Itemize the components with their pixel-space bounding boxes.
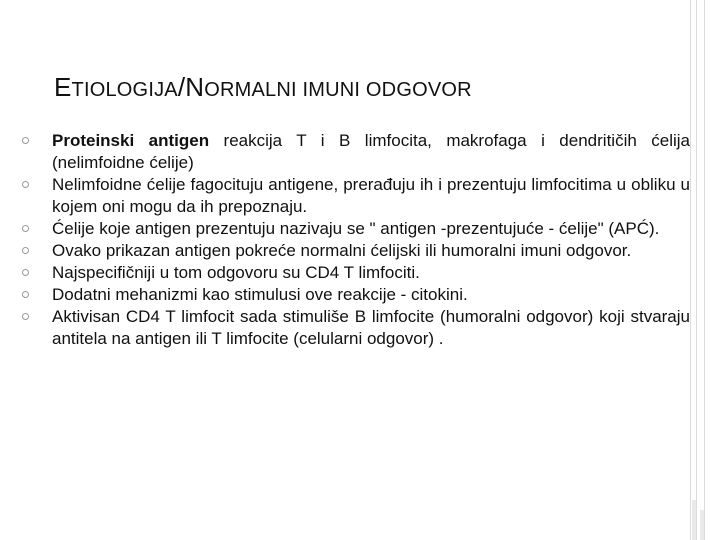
decor-bar xyxy=(692,500,696,540)
bullet-item xyxy=(38,130,690,174)
bullet-item xyxy=(38,240,690,262)
decor-line xyxy=(704,0,705,540)
bullet-text: Aktivisan CD4 T limfocit sada stimuliše B limfocite (humoralni odgovor) koji stvaraju antitela na antigen ili T limfocite (celularni odgovor) . xyxy=(52,307,690,348)
decor-line xyxy=(696,0,697,540)
bullet-text: Ovako prikazan antigen pokreće normalni ćelijski ili humoralni imuni odgovor. xyxy=(52,241,632,260)
title-capital: N xyxy=(185,72,205,102)
bullet-circle-icon xyxy=(22,291,29,298)
bullet-list xyxy=(38,130,690,350)
decor-bar xyxy=(700,510,704,540)
slide-title xyxy=(54,72,472,103)
bullet-item xyxy=(38,218,690,240)
bullet-text: reakcija T i B limfocita, makrofaga i dendritičih ćelija (nelimfoidne ćelije) xyxy=(52,131,690,172)
title-separator: / xyxy=(177,72,186,102)
bullet-text: Dodatni mehanizmi kao stimulusi ove reakcije - citokini. xyxy=(52,285,468,304)
bullet-circle-icon xyxy=(22,269,29,276)
bullet-text: Najspecifičniji u tom odgovoru su CD4 T limfociti. xyxy=(52,263,420,282)
bullet-item xyxy=(38,284,690,306)
title-text: TIOLOGIJA xyxy=(71,79,178,101)
decor-line xyxy=(690,0,691,540)
bullet-item xyxy=(38,262,690,284)
bullet-text: Nelimfoidne ćelije fagocituju antigene, prerađuju ih i prezentuju limfocitima u obliku u kojem oni mogu da ih prepoznaju. xyxy=(52,175,690,216)
bullet-circle-icon xyxy=(22,181,29,188)
title-capital: E xyxy=(54,72,72,102)
bullet-circle-icon xyxy=(22,247,29,254)
bullet-circle-icon xyxy=(22,137,29,144)
bullet-item xyxy=(38,174,690,218)
title-text: ORMALNI IMUNI ODGOVOR xyxy=(204,79,472,101)
bullet-bold-text: Proteinski antigen xyxy=(52,131,210,150)
bullet-item xyxy=(38,306,690,350)
bullet-circle-icon xyxy=(22,313,29,320)
bullet-text: Ćelije koje antigen prezentuju nazivaju se " antigen -prezentujuće - ćelije" (APĆ). xyxy=(52,219,660,238)
bullet-circle-icon xyxy=(22,225,29,232)
